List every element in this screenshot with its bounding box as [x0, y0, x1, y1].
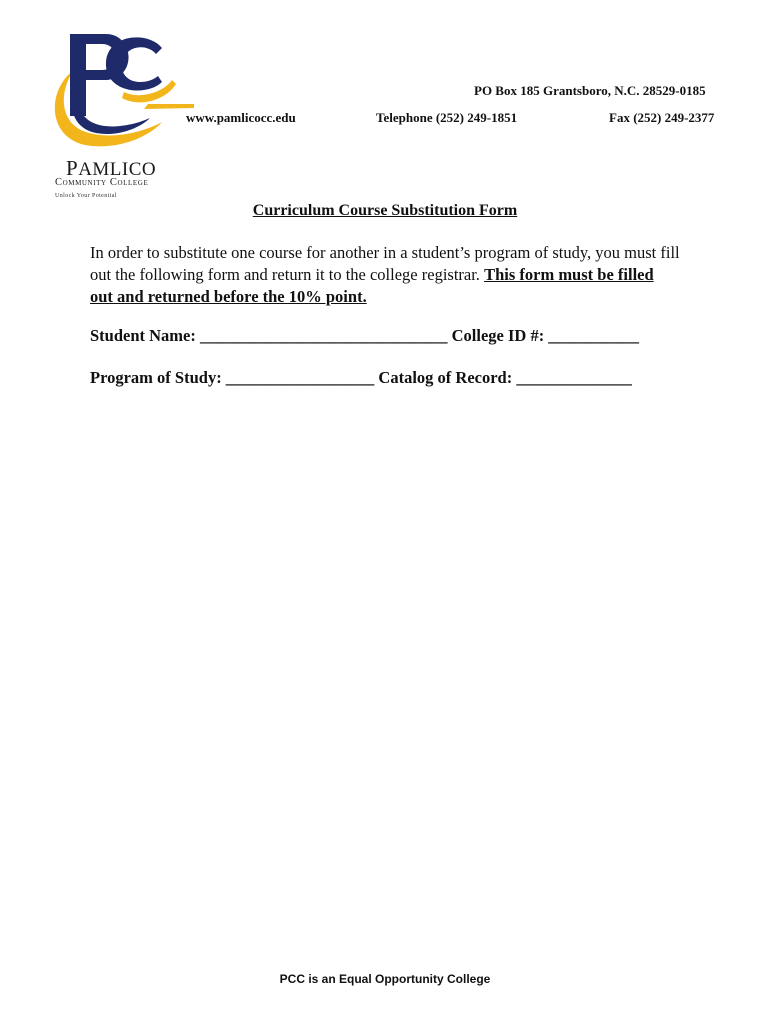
form-title: Curriculum Course Substitution Form — [252, 202, 518, 219]
college-name-initial: P — [66, 156, 79, 180]
telephone-number: Telephone (252) 249-1851 — [376, 110, 518, 125]
instructions-text: In order to substitute one course for another in a student’s program of study, you must fill out the following form and return it to the college registrar. — [90, 243, 680, 284]
college-name-rest: AMLICO — [78, 159, 157, 180]
mailing-address: PO Box 185 Grantsboro, N.C. 28529-0185 — [474, 83, 706, 98]
form-instructions — [90, 242, 680, 308]
student-name-college-id-row: Student Name: ______________________________ College ID #: ___________ — [90, 326, 640, 345]
college-tagline: Unlock Your Potential — [55, 193, 117, 199]
equal-opportunity-footer: PCC is an Equal Opportunity College — [279, 972, 491, 986]
college-logo — [44, 30, 194, 155]
deadline-notice: This form must be filled out and returned before the 10% point. — [90, 265, 654, 306]
fax-number: Fax (252) 249-2377 — [609, 110, 715, 125]
website-link[interactable]: www.pamlicocc.edu — [186, 110, 296, 125]
program-catalog-row: Program of Study: __________________ Catalog of Record: ______________ — [90, 368, 632, 387]
college-subtitle: Community College — [55, 177, 149, 188]
